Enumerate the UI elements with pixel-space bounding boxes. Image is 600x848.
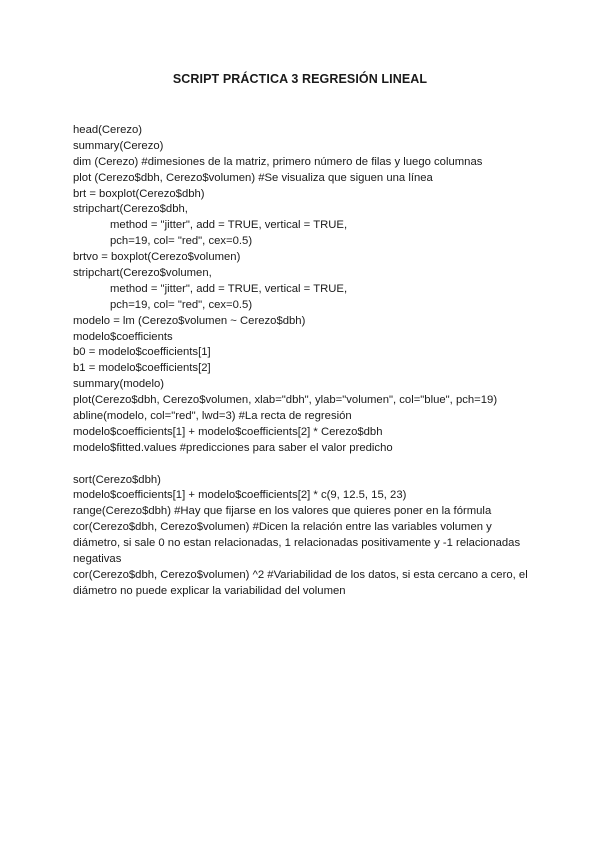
code-line: summary(modelo) — [73, 378, 165, 391]
code-line-indented: method = "jitter", add = TRUE, vertical = TRUE, — [110, 282, 348, 295]
code-line: modelo = lm (Cerezo$volumen ~ Cerezo$dbh) — [73, 314, 306, 327]
code-line: modelo$coefficients — [73, 330, 173, 343]
blank-line — [73, 457, 533, 473]
code-line-indented: pch=19, col= "red", cex=0.5) — [110, 298, 253, 311]
code-line: brtvo = boxplot(Cerezo$volumen) — [73, 251, 241, 264]
code-line: dim (Cerezo) #dimesiones de la matriz, primero número de filas y luego columnas — [73, 155, 483, 168]
code-line: b1 = modelo$coefficients[2] — [73, 362, 211, 375]
code-line: head(Cerezo) — [73, 124, 143, 136]
page-title: SCRIPT PRÁCTICA 3 REGRESIÓN LINEAL — [172, 72, 428, 86]
code-line-wrapped: cor(Cerezo$dbh, Cerezo$volumen) #Dicen la relación entre las variables volumen y diámetro, si sale 0 no estan relacionadas, 1 relacionadas positivamente y -1 relacionadas negativas — [73, 521, 521, 566]
script-body — [73, 123, 533, 600]
code-line: brt = boxplot(Cerezo$dbh) — [73, 187, 205, 200]
code-line: plot(Cerezo$dbh, Cerezo$volumen, xlab="dbh", ylab="volumen", col="blue", pch=19) — [73, 394, 498, 407]
code-line-wrapped: cor(Cerezo$dbh, Cerezo$volumen) ^2 #Variabilidad de los datos, si esta cercano a cero, el diámetro no puede explicar la variabilidad del volumen — [73, 568, 528, 597]
code-line: b0 = modelo$coefficients[1] — [73, 346, 211, 359]
code-line-indented: pch=19, col= "red", cex=0.5) — [110, 235, 253, 248]
code-line: modelo$coefficients[1] + modelo$coefficients[2] * c(9, 12.5, 15, 23) — [73, 489, 407, 502]
code-line: stripchart(Cerezo$volumen, — [73, 267, 212, 280]
code-line: sort(Cerezo$dbh) — [73, 473, 161, 486]
code-line: modelo$fitted.values #predicciones para saber el valor predicho — [73, 441, 393, 454]
code-line: abline(modelo, col="red", lwd=3) #La recta de regresión — [73, 410, 352, 423]
code-line: summary(Cerezo) — [73, 139, 164, 152]
code-line: range(Cerezo$dbh) #Hay que fijarse en los valores que quieres poner en la fórmula — [73, 505, 492, 518]
code-line: plot (Cerezo$dbh, Cerezo$volumen) #Se visualiza que siguen una línea — [73, 171, 433, 184]
code-line: modelo$coefficients[1] + modelo$coefficients[2] * Cerezo$dbh — [73, 425, 383, 438]
code-line-indented: method = "jitter", add = TRUE, vertical = TRUE, — [110, 219, 348, 232]
code-line: stripchart(Cerezo$dbh, — [73, 203, 188, 216]
